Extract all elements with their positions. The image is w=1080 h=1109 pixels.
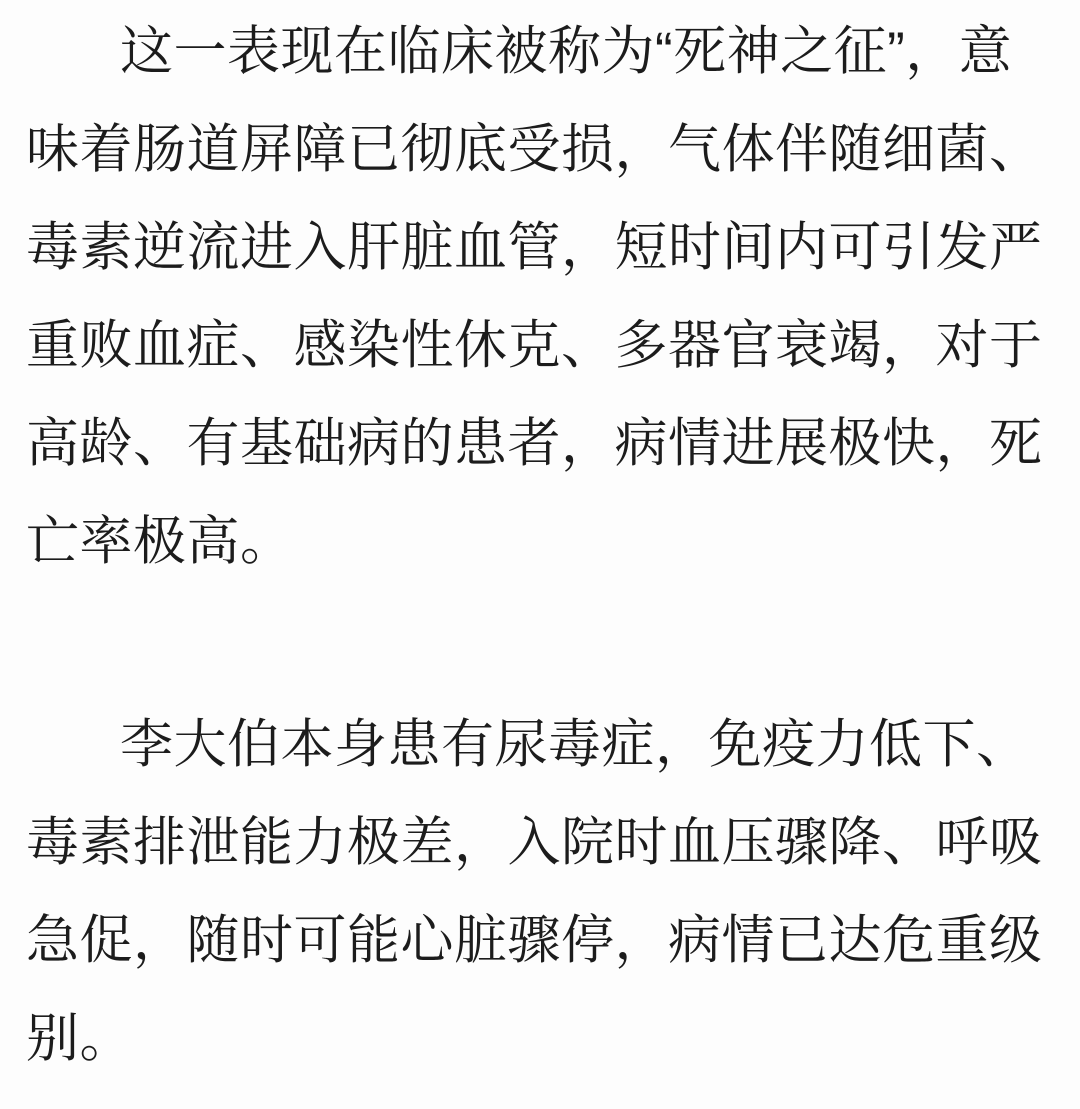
text-line: 味着肠道屏障已彻底受损，气体伴随细菌、 <box>26 120 1043 179</box>
text-line: 重败血症、感染性休克、多器官衰竭，对于 <box>26 316 1043 375</box>
text-line: 毒素逆流进入肝脏血管，短时间内可引发严 <box>26 218 1043 277</box>
text-line: 亡率极高。 <box>26 512 294 571</box>
text-line: 急促，随时可能心脏骤停，病情已达危重级 <box>26 911 1043 970</box>
text-line: 这一表现在临床被称为“死神之征”，意 <box>120 22 1013 81</box>
text-line: 李大伯本身患有尿毒症，免疫力低下、 <box>120 715 1030 774</box>
paragraph <box>26 3 1054 591</box>
text-line: 高龄、有基础病的患者，病情进展极快，死 <box>26 414 1043 473</box>
paragraph <box>26 696 1054 1088</box>
text-line: 别。 <box>26 1009 133 1068</box>
text-line: 毒素排泄能力极差，入院时血压骤降、呼吸 <box>26 813 1043 872</box>
